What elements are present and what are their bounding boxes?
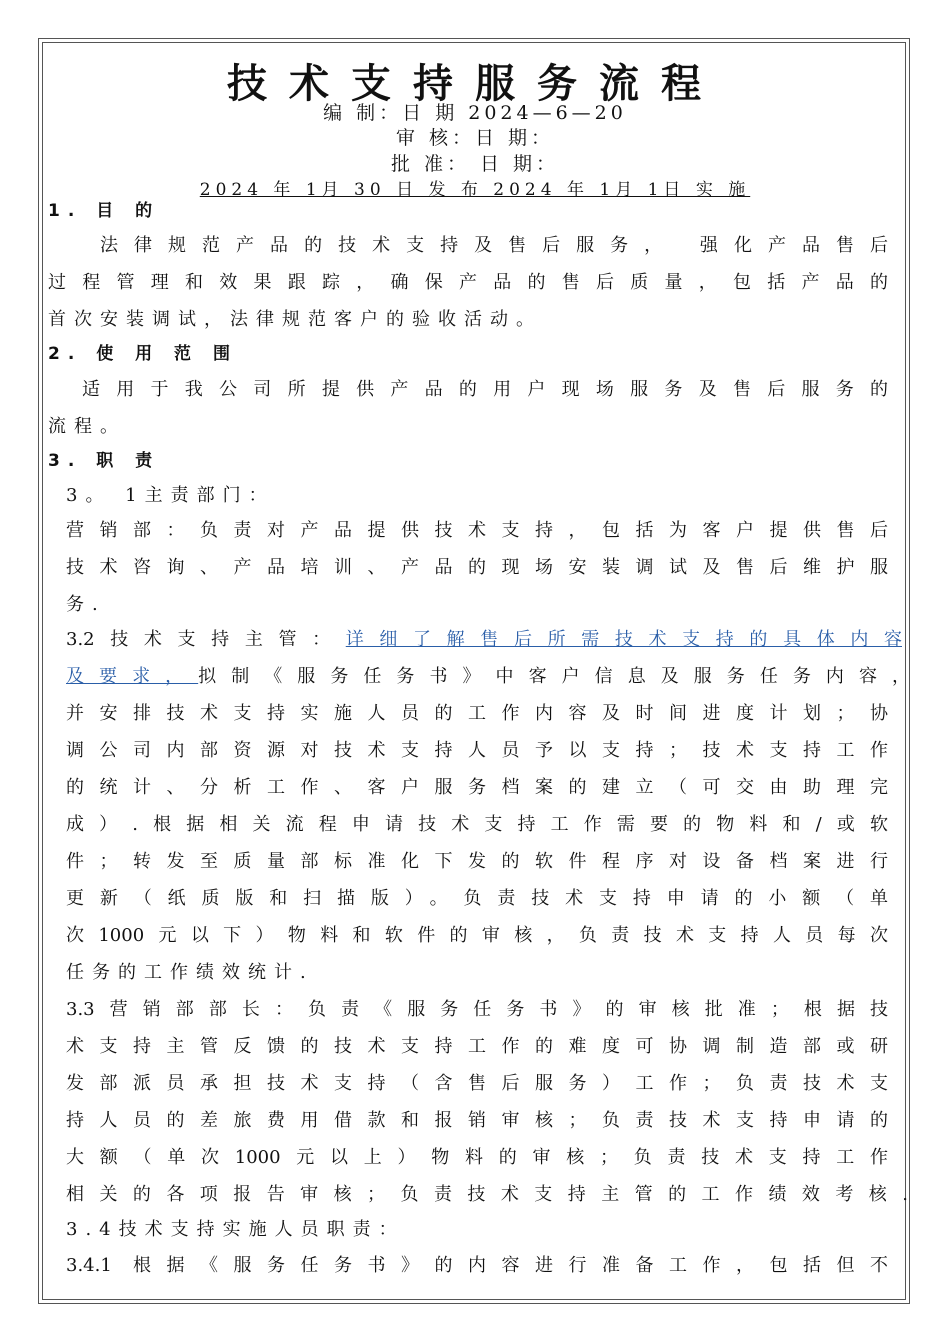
section-3-1-line-3: 务.	[66, 594, 106, 615]
document-title: 技术支持服务流程	[227, 60, 723, 107]
section-3-2-line-3: 并安排技术支持实施人员的工作内容及时间进度计划；协	[66, 703, 888, 724]
section-1-heading: 1. 目 的	[48, 201, 161, 221]
section-3-1-line-1: 营销部：负责对产品提供技术支持，包括为客户提供售后	[66, 520, 888, 541]
section-3-3-line-4: 持人员的差旅费用借款和报销审核；负责技术支持申请的	[66, 1110, 888, 1131]
section-3-2-line-10: 任务的工作绩效统计.	[66, 962, 314, 983]
section-3-2-line-6: 成）.根据相关流程申请技术支持工作需要的物料和/或软	[66, 814, 888, 835]
section-3-2-line-5: 的统计、分析工作、客户服务档案的建立（可交由助理完	[66, 777, 888, 798]
section-3-2-line-8: 更新（纸质版和扫描版）。负责技术支持申请的小额（单	[66, 888, 888, 909]
section-3-2-link-1[interactable]: 详细了解售后所需技术支持的具体内容	[345, 629, 902, 650]
section-3-1-line-2: 技术咨询、产品培训、产品的现场安装调试及售后维护服	[66, 557, 888, 578]
section-3-3-line-5: 大额（单次1000元以上）物料的审核；负责技术支持工作	[66, 1147, 888, 1168]
section-3-3-line-3: 发部派员承担技术支持（含售后服务）工作；负责技术支	[66, 1073, 888, 1094]
section-3-heading: 3. 职 责	[48, 451, 161, 471]
section-1-line-2: 过程管理和效果跟踪，确保产品的售后质量，包括产品的	[48, 272, 888, 293]
section-1-line-1: 法律规范产品的技术支持及售后服务， 强化产品售后	[100, 235, 888, 256]
section-3-2-prefix: 3.2技术支持主管：	[66, 629, 346, 650]
section-3-2-line-4: 调公司内部资源对技术支持人员予以支持；技术支持工作	[66, 740, 888, 761]
meta-edit: 编 制：日 期 2024—6—20	[323, 102, 627, 124]
section-3-4-1-line-1: 3.4.1 根据《服务任务书》的内容进行准备工作，包括但不	[66, 1255, 888, 1276]
section-3-3-line-6: 相关的各项报告审核；负责技术支持主管的工作绩效考核.	[66, 1184, 908, 1205]
section-3-2-link-2[interactable]: 及要求，	[66, 666, 199, 687]
section-2-line-1: 适用于我公司所提供产品的用户现场服务及售后服务的	[82, 379, 888, 400]
meta-review: 审 核：日 期：	[395, 127, 555, 149]
section-3-2-line-9: 次1000元以下）物料和软件的审核，负责技术支持人员每次	[66, 925, 888, 946]
meta-approve: 批 准： 日 期：	[390, 153, 560, 175]
section-3-1-heading: 3。 1主责部门：	[66, 485, 275, 506]
section-1-line-3: 首次安装调试，法律规范客户的验收活动。	[48, 309, 542, 330]
section-3-3-line-1: 3.3营销部部长：负责《服务任务书》的审核批准；根据技	[66, 999, 888, 1020]
section-2-heading: 2. 使 用 范 围	[48, 344, 238, 364]
meta-dates: 2024 年 1月 30 日 发 布 2024 年 1月 1日 实 施	[199, 180, 751, 200]
section-3-4-heading: 3.4技术支持实施人员职责：	[66, 1219, 405, 1240]
section-3-2-line-2	[66, 658, 910, 695]
section-3-3-line-2: 术支持主管反馈的技术支持工作的难度可协调制造部或研	[66, 1036, 888, 1057]
section-3-2-line-1	[66, 621, 902, 658]
section-3-2-line-2-rest: 拟制《服务任务书》中客户信息及服务任务内容，	[198, 666, 911, 687]
section-2-line-2: 流程。	[48, 416, 126, 437]
section-3-2-line-7: 件；转发至质量部标准化下发的软件程序对设备档案进行	[66, 851, 888, 872]
